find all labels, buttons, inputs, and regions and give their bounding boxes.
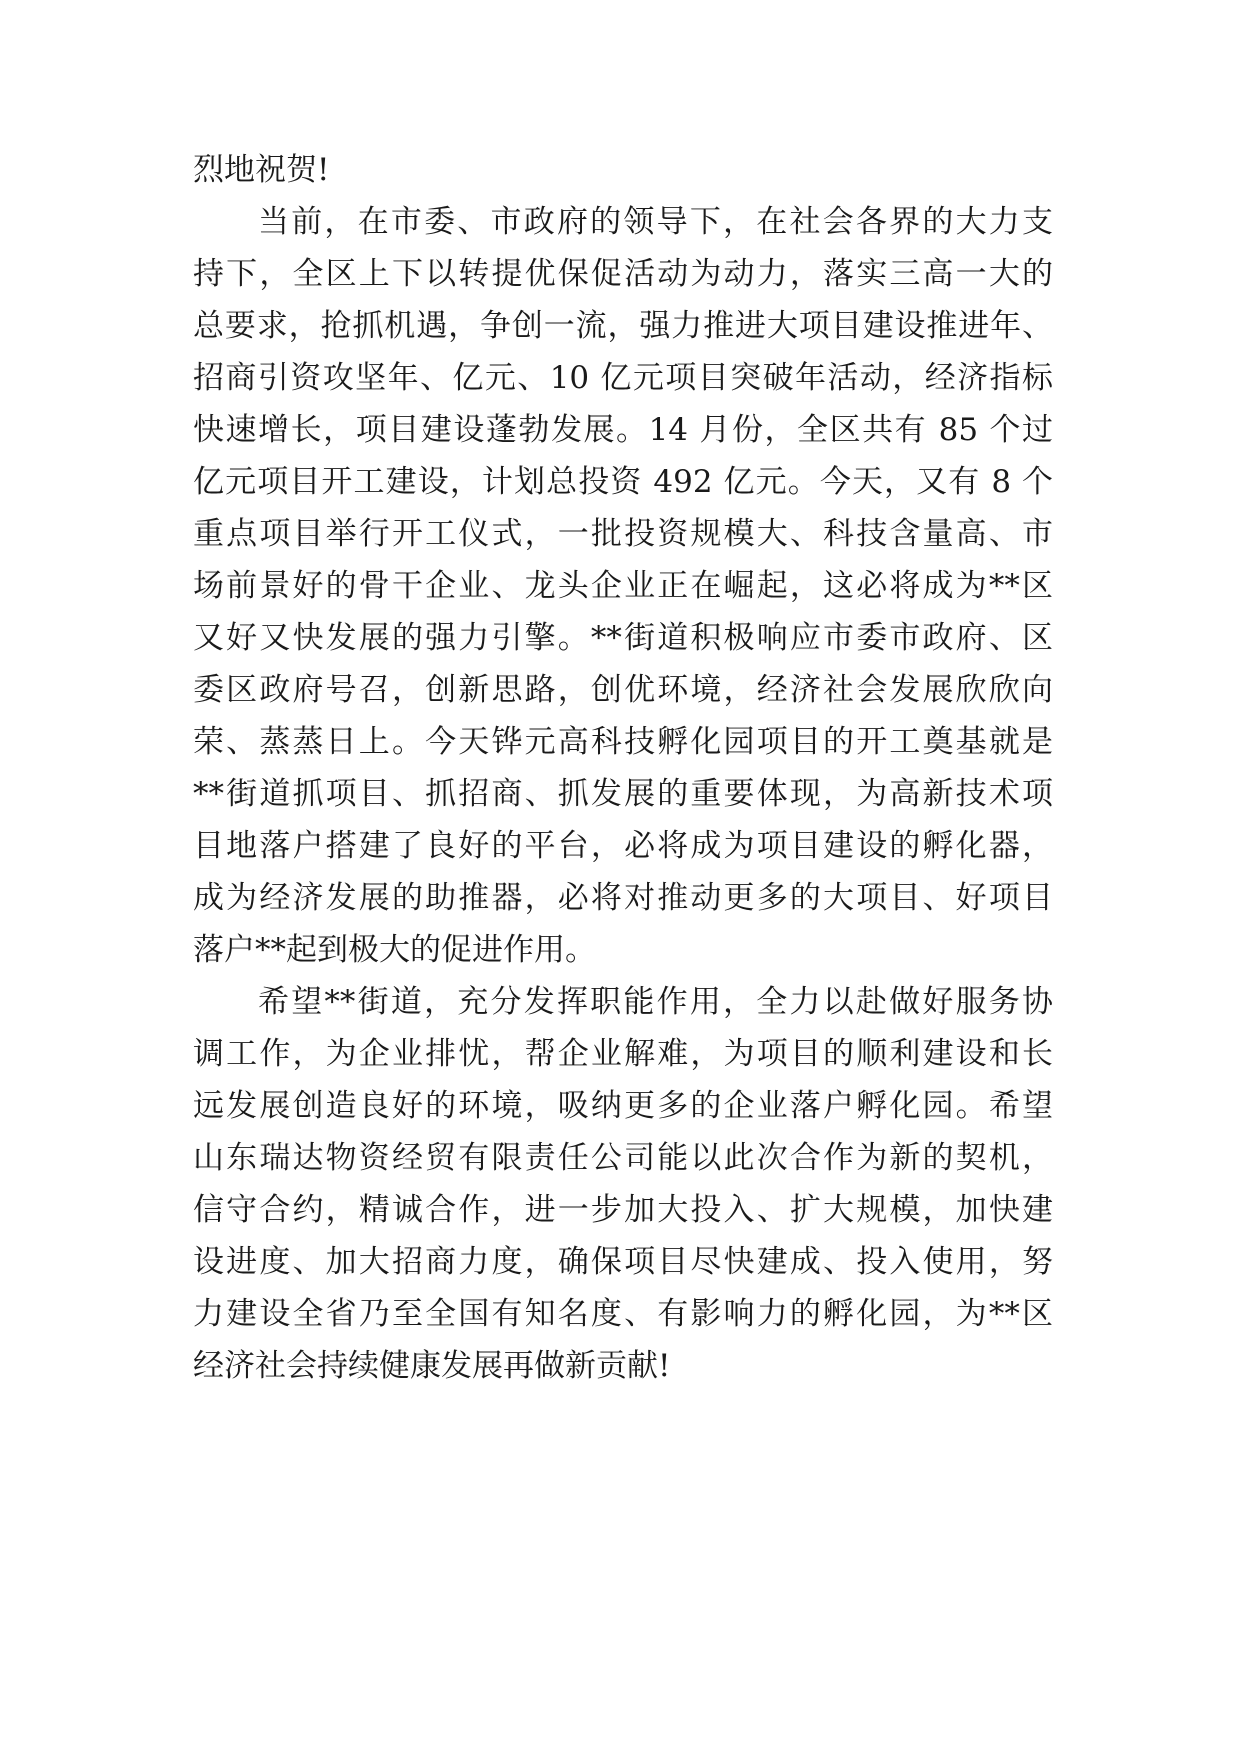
text-line: 调工作，为企业排忧，帮企业解难，为项目的顺利建设和长 (193, 1036, 1053, 1072)
text-line: 远发展创造良好的环境，吸纳更多的企业落户孵化园。希望 (193, 1088, 1053, 1124)
text-line: 委区政府号召，创新思路，创优环境，经济社会发展欣欣向 (193, 672, 1053, 708)
text-line: 经济社会持续健康发展再做新贡献! (193, 1348, 671, 1384)
text-line: 烈地祝贺! (193, 152, 330, 188)
text-line: 场前景好的骨干企业、龙头企业正在崛起，这必将成为**区 (193, 568, 1053, 604)
text-line: 重点项目举行开工仪式，一批投资规模大、科技含量高、市 (193, 516, 1053, 552)
text-line: 目地落户搭建了良好的平台，必将成为项目建设的孵化器， (193, 828, 1053, 864)
text-line: 招商引资攻坚年、亿元、10 亿元项目突破年活动，经济指标 (193, 360, 1053, 396)
text-line: 设进度、加大招商力度，确保项目尽快建成、投入使用，努 (193, 1244, 1053, 1280)
text-line: 山东瑞达物资经贸有限责任公司能以此次合作为新的契机， (193, 1140, 1053, 1176)
text-line: 希望**街道，充分发挥职能作用，全力以赴做好服务协 (258, 984, 1053, 1020)
text-line: 亿元项目开工建设，计划总投资 492 亿元。今天，又有 8 个 (193, 464, 1053, 500)
text-line: 力建设全省乃至全国有知名度、有影响力的孵化园，为**区 (193, 1296, 1053, 1332)
text-line: 总要求，抢抓机遇，争创一流，强力推进大项目建设推进年、 (193, 308, 1053, 344)
text-line: 当前，在市委、市政府的领导下，在社会各界的大力支 (258, 204, 1053, 240)
text-line: 持下，全区上下以转提优保促活动为动力，落实三高一大的 (193, 256, 1053, 292)
text-line: 荣、蒸蒸日上。今天铧元高科技孵化园项目的开工奠基就是 (193, 724, 1053, 760)
text-line: 成为经济发展的助推器，必将对推动更多的大项目、好项目 (193, 880, 1053, 916)
text-line: 快速增长，项目建设蓬勃发展。14 月份，全区共有 85 个过 (193, 412, 1053, 448)
text-line: 又好又快发展的强力引擎。**街道积极响应市委市政府、区 (193, 620, 1053, 656)
text-line: **街道抓项目、抓招商、抓发展的重要体现，为高新技术项 (193, 776, 1053, 812)
text-line: 信守合约，精诚合作，进一步加大投入、扩大规模，加快建 (193, 1192, 1053, 1228)
text-line: 落户**起到极大的促进作用。 (193, 932, 596, 968)
